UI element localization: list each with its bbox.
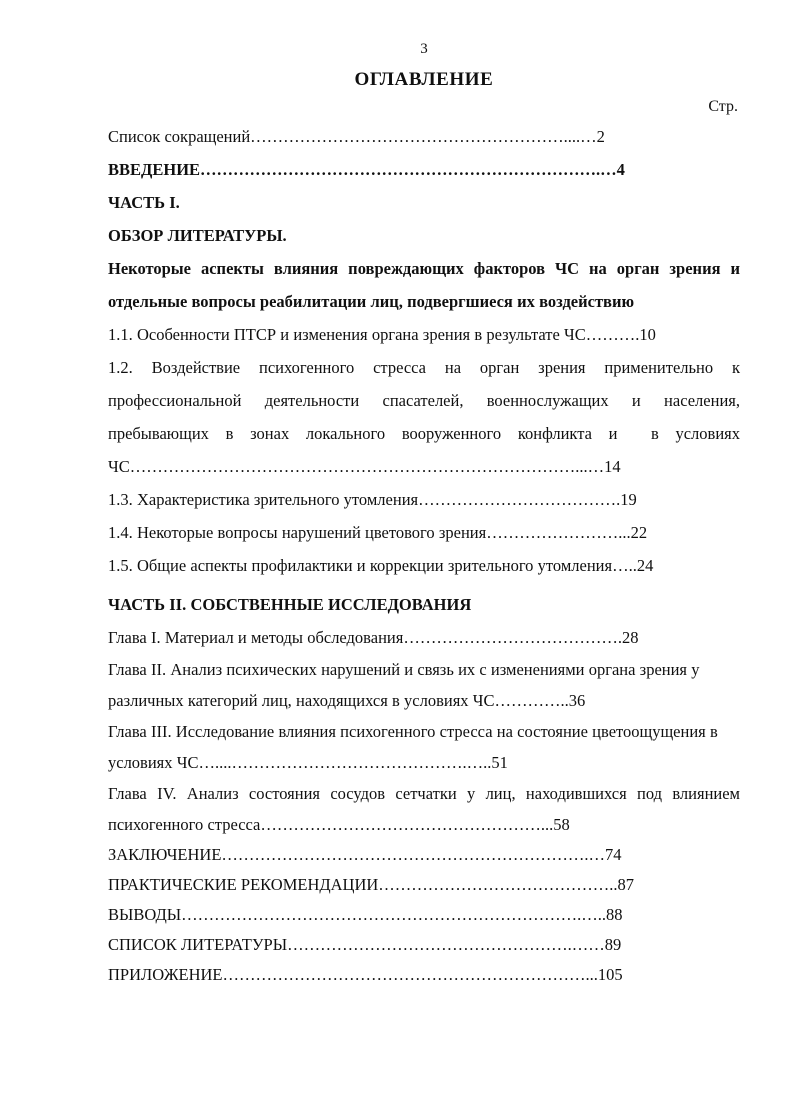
toc-entry-nekotorye-aspekty: Некоторые аспекты влияния повреждающих факторов ЧС на орган зрения и отдельные вопросы реабилитации лиц, подвергшиеся их воздействию [108, 259, 745, 311]
toc-entry-glava-4: Глава IV. Анализ состояния сосудов сетчатки у лиц, находившихся под влиянием психогенного стресса……………………………………………...58 [108, 784, 745, 834]
toc-entry-glava-1: Глава I. Материал и методы обследования………………………………….28 [108, 628, 639, 647]
toc-entry-1-5: 1.5. Общие аспекты профилактики и коррекции зрительного утомления…..24 [108, 556, 654, 575]
toc-entry-vyvody: ВЫВОДЫ……………………………………………………………….…..88 [108, 905, 623, 924]
pages-column-header: Стр. [708, 98, 738, 115]
toc-entry-glava-2: Глава II. Анализ психических нарушений и связь их с изменениями органа зрения у различных категорий лиц, находящихся в условиях ЧС…………..36 [108, 660, 704, 710]
toc-entry-zaklyuchenie: ЗАКЛЮЧЕНИЕ………………………………………………………….…74 [108, 845, 622, 864]
toc-entry-chast-1: ЧАСТЬ I. [108, 193, 180, 212]
toc-entry-1-1: 1.1. Особенности ПТСР и изменения органа зрения в результате ЧС……….10 [108, 325, 656, 344]
toc-entry-spisok-sokrashcheniy: Список сокращений…………………………………………………....…2 [108, 127, 605, 146]
toc-content [108, 40, 745, 990]
toc-entry-1-4: 1.4. Некоторые вопросы нарушений цветового зрения……………………...22 [108, 523, 648, 542]
toc-entry-vvedenie: ВВЕДЕНИЕ……………………………………………………………….…4 [108, 160, 625, 179]
toc-entry-spisok-literatury: СПИСОК ЛИТЕРАТУРЫ…………………………………………….……89 [108, 935, 622, 954]
toc-entry-1-2: 1.2. Воздействие психогенного стресса на орган зрения применительно к профессиональной деятельности спасателей, военнослужащих и населения, пребывающих в зонах локального вооруженного конфликта и в условиях ЧС………………………………………………………………………...…14 [108, 358, 745, 476]
page-title: ОГЛАВЛЕНИЕ [354, 69, 494, 90]
toc-entry-prilozhenie: ПРИЛОЖЕНИЕ…………………………………………………………...105 [108, 965, 623, 984]
toc-entry-glava-3: Глава III. Исследование влияния психогенного стресса на состояние цветоощущения в условиях ЧС…....…………………………………….…..51 [108, 722, 722, 772]
page-number: 3 [420, 41, 428, 57]
toc-entry-prakticheskie-rekomendacii: ПРАКТИЧЕСКИЕ РЕКОМЕНДАЦИИ……………………………………..87 [108, 875, 635, 894]
toc-entry-1-3: 1.3. Характеристика зрительного утомления……………………………….19 [108, 490, 637, 509]
toc-entry-obzor-literatury: ОБЗОР ЛИТЕРАТУРЫ. [108, 226, 287, 245]
toc-entry-chast-2: ЧАСТЬ II. СОБСТВЕННЫЕ ИССЛЕДОВАНИЯ [108, 595, 472, 614]
